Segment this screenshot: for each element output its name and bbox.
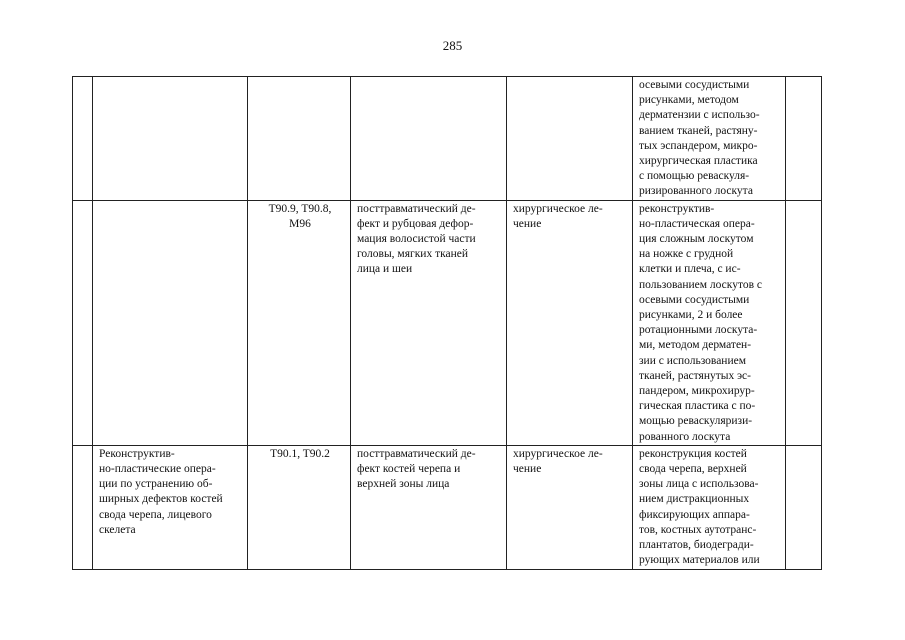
table-row [73,200,822,445]
cell-text-line: с помощью реваскуля- [639,170,750,183]
number-cell [73,77,93,201]
section-cell [93,200,248,445]
cell-text-line: скелета [99,523,136,536]
number-cell [73,445,93,569]
cell-text-line: но-пластические опера- [99,463,216,476]
cell-text-line: мация волосистой части [357,233,476,246]
cell-text-line: зоны лица с использова- [639,478,759,491]
cell-text-line: фект и рубцовая дефор- [357,217,474,230]
cell-text-line: ванием тканей, растяну- [639,124,758,137]
cell-text-line: посттравматический де- [357,447,476,460]
cell-text-line: посттравматический де- [357,202,476,215]
cell-text-line: рованного лоскута [639,430,731,443]
treatment-cell [507,200,633,445]
page-number: 285 [442,38,463,53]
model-cell [351,77,507,201]
cell-text-line: рующих материалов или [639,554,760,567]
cell-text-line: тов, костных аутотранс- [639,523,757,536]
cell-text-line: зии с использованием [639,354,746,367]
cell-text-line: фект костей черепа и [357,463,461,476]
treatment-table [72,76,822,570]
cell-text-line: фиксирующих аппара- [639,508,750,521]
extra-cell [786,77,822,201]
cell-text-line: пандером, микрохирур- [639,385,755,398]
cell-text-line: T90.9, T90.8, [268,202,332,215]
cell-text-line: реконструкция костей [639,447,747,460]
cell-text-line: Реконструктив- [99,447,175,460]
cell-text-line: ширных дефектов костей [99,493,223,506]
section-cell [93,77,248,201]
table-row [73,77,822,201]
cell-text-line: чение [513,217,542,230]
method-cell [633,77,786,201]
code-cell [248,445,351,569]
cell-text-line: головы, мягких тканей [357,248,469,261]
number-cell [73,200,93,445]
cell-text-line: но-пластическая опера- [639,217,755,230]
cell-text-line: ротационными лоскута- [639,324,758,337]
method-cell [633,200,786,445]
treatment-cell [507,445,633,569]
model-cell [351,200,507,445]
code-cell [248,77,351,201]
cell-text-line: ции по устранению об- [99,478,213,491]
cell-text-line: клетки и плеча, с ис- [639,263,741,276]
extra-cell [786,200,822,445]
cell-text-line: тканей, растянутых эс- [639,369,751,382]
cell-text-line: чение [513,463,542,476]
cell-text-line: нием дистракционных [639,493,750,506]
cell-text-line: ризированного лоскута [639,185,753,198]
cell-text-line: верхней зоны лица [357,478,450,491]
cell-text-line: T90.1, T90.2 [270,447,330,460]
cell-text-line: пользованием лоскутов с [639,278,762,291]
cell-text-line: хирургическая пластика [639,155,758,168]
cell-text-line: свода черепа, верхней [639,463,747,476]
cell-text-line: хирургическое ле- [513,202,603,215]
treatment-cell [507,77,633,201]
cell-text-line: M96 [289,217,311,230]
cell-text-line: тых эспандером, микро- [639,139,758,152]
table-row [73,445,822,569]
method-cell [633,445,786,569]
code-cell [248,200,351,445]
cell-text-line: свода черепа, лицевого [99,508,212,521]
cell-text-line: осевыми сосудистыми [639,293,750,306]
cell-text-line: хирургическое ле- [513,447,603,460]
cell-text-line: дерматензии с использо- [639,109,760,122]
cell-text-line: ми, методом дерматен- [639,339,752,352]
cell-text-line: мощью реваскуляризи- [639,415,753,428]
cell-text-line: плантатов, биодегради- [639,539,754,552]
cell-text-line: лица и шеи [357,263,413,276]
cell-text-line: реконструктив- [639,202,715,215]
cell-text-line: рисунками, 2 и более [639,309,743,322]
cell-text-line: осевыми сосудистыми [639,79,750,91]
cell-text-line: гическая пластика с по- [639,400,756,413]
cell-text-line: на ножке с грудной [639,248,734,261]
model-cell [351,445,507,569]
cell-text-line: ция сложным лоскутом [639,233,754,246]
extra-cell [786,445,822,569]
section-cell [93,445,248,569]
cell-text-line: рисунками, методом [639,94,739,107]
